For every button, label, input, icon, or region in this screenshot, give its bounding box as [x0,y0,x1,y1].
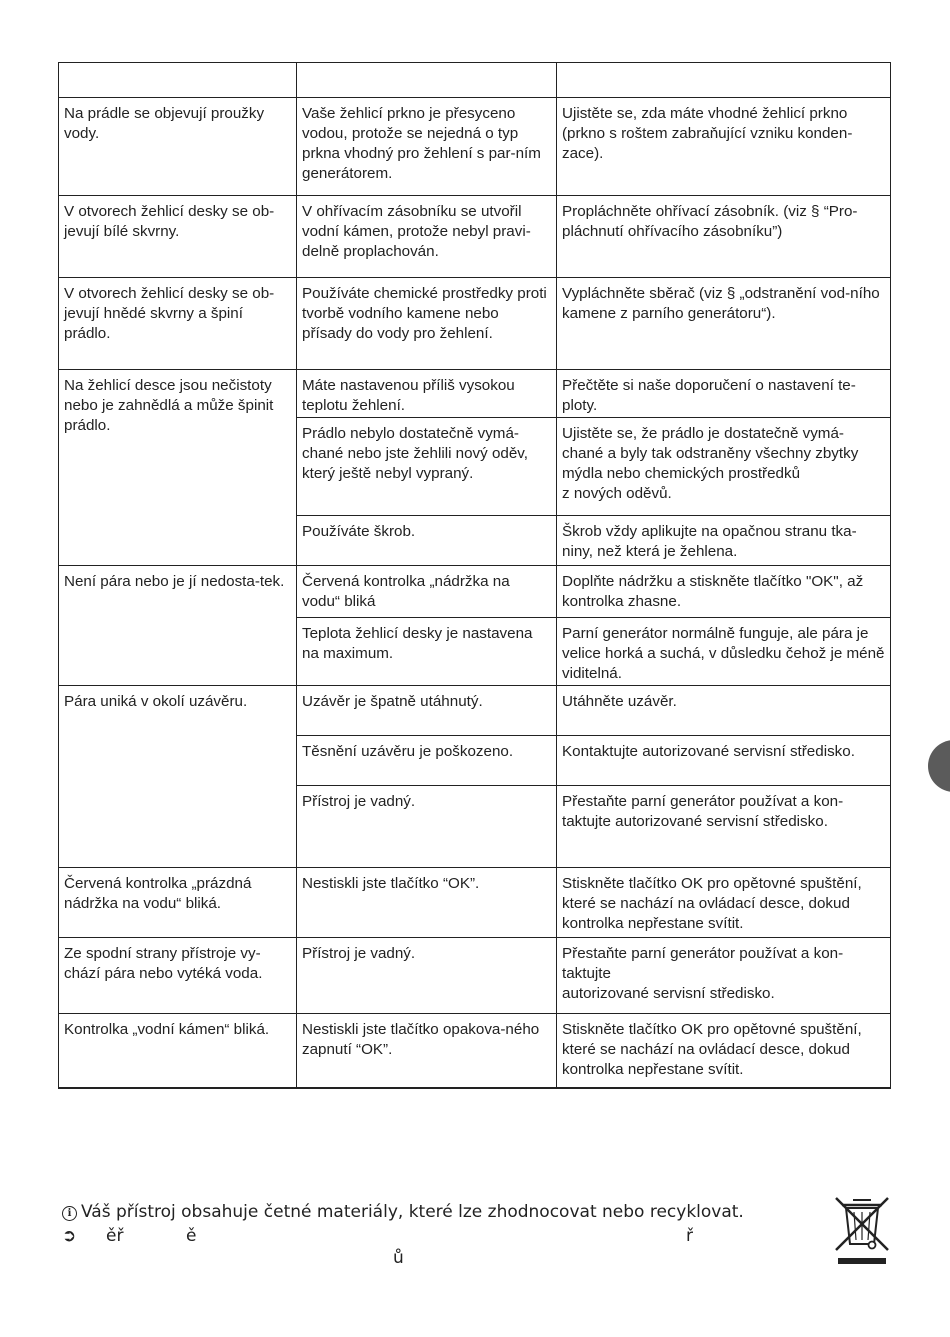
header-problem [59,63,297,98]
table-row [59,686,891,736]
cause-cell: Prádlo nebylo dostatečně vymá-chané nebo jste žehlili nový oděv, který ještě nebyl vypraný. [297,418,557,516]
header-solution [557,63,891,98]
info-icon: i [62,1206,77,1221]
problem-cell: Pára uniká v okolí uzávěru. [59,686,297,868]
text-fragment: ě [186,1226,197,1246]
text-fragment: ěř [106,1226,124,1246]
solution-cell: Doplňte nádržku a stiskněte tlačítko "OK", až kontrolka zhasne. [557,566,891,618]
problem-cell: Kontrolka „vodní kámen“ bliká. [59,1014,297,1088]
recycling-info-text: Váš přístroj obsahuje četné materiály, které lze zhodnocovat nebo recyklovat. [81,1202,744,1222]
problem-cell: V otvorech žehlicí desky se ob-jevují hnědé skvrny a špiní prádlo. [59,278,297,370]
cause-cell: Těsnění uzávěru je poškozeno. [297,736,557,786]
solution-cell: Ujistěte se, že prádlo je dostatečně vymá-chané a byly tak odstraněny všechny zbytky mýdla nebo chemických prostředků z nových oděvů. [557,418,891,516]
problem-cell: Na žehlicí desce jsou nečistoty nebo je zahnědlá a může špinit prádlo. [59,370,297,566]
cause-cell: Používáte chemické prostředky proti tvorbě vodního kamene nebo přísady do vody pro žehlení. [297,278,557,370]
table-row [59,98,891,196]
table-row [59,938,891,1014]
crossed-out-wheelie-bin-icon [832,1194,892,1266]
cause-cell: Nestiskli jste tlačítko “OK”. [297,868,557,938]
troubleshooting-table [58,62,891,1089]
table-row [59,1014,891,1088]
solution-cell: Vypláchněte sběrač (viz § „odstranění vod-ního kamene z parního generátoru“). [557,278,891,370]
solution-cell: Přestaňte parní generátor používat a kon-taktujte autorizované servisní středisko. [557,786,891,868]
solution-cell: Škrob vždy aplikujte na opačnou stranu tka-niny, než která je žehlena. [557,516,891,566]
cause-cell: Přístroj je vadný. [297,938,557,1014]
cause-cell: Vaše žehlicí prkno je přesyceno vodou, protože se nejedná o typ prkna vhodný pro žehlení s par-ním generátorem. [297,98,557,196]
problem-cell: V otvorech žehlicí desky se ob-jevují bílé skvrny. [59,196,297,278]
problem-cell: Červená kontrolka „prázdná nádržka na vodu“ bliká. [59,868,297,938]
cause-cell: Máte nastavenou příliš vysokou teplotu žehlení. [297,370,557,418]
problem-cell: Ze spodní strany přístroje vy-chází pára nebo vytéká voda. [59,938,297,1014]
table-row [59,370,891,418]
solution-cell: Přečtěte si naše doporučení o nastavení te-ploty. [557,370,891,418]
cause-cell: Používáte škrob. [297,516,557,566]
cause-cell: Přístroj je vadný. [297,786,557,868]
bullet-arrow-icon: ➲ [62,1226,77,1246]
text-fragment: ů [393,1248,404,1268]
text-fragment: ř [686,1226,693,1246]
solution-cell: Parní generátor normálně funguje, ale pára je velice horká a suchá, v důsledku čehož je méně viditelná. [557,618,891,686]
solution-cell: Stiskněte tlačítko OK pro opětovné spuštění, které se nachází na ovládací desce, dokud kontrolka nepřestane svítit. [557,868,891,938]
cause-cell: Červená kontrolka „nádržka na vodu“ bliká [297,566,557,618]
table-header-row [59,63,891,98]
cause-cell: Nestiskli jste tlačítko opakova-ného zapnutí “OK”. [297,1014,557,1088]
table-row [59,868,891,938]
table-row [59,196,891,278]
solution-cell: Kontaktujte autorizované servisní středisko. [557,736,891,786]
section-tab-marker [928,740,950,792]
recycling-info-line [62,1202,744,1222]
header-cause [297,63,557,98]
problem-cell: Není pára nebo je jí nedosta-tek. [59,566,297,686]
solution-cell: Ujistěte se, zda máte vhodné žehlicí prkno (prkno s roštem zabraňující vzniku konden-zace). [557,98,891,196]
solution-cell: Propláchněte ohřívací zásobník. (viz § “Pro-pláchnutí ohřívacího zásobníku”) [557,196,891,278]
problem-cell: Na prádle se objevují proužky vody. [59,98,297,196]
cause-cell: V ohřívacím zásobníku se utvořil vodní kámen, protože nebyl pravi-delně proplachován. [297,196,557,278]
cause-cell: Uzávěr je špatně utáhnutý. [297,686,557,736]
table-row [59,278,891,370]
table-row [59,566,891,618]
solution-cell: Přestaňte parní generátor používat a kon-taktujte autorizované servisní středisko. [557,938,891,1014]
cause-cell: Teplota žehlicí desky je nastavena na maximum. [297,618,557,686]
solution-cell: Utáhněte uzávěr. [557,686,891,736]
solution-cell: Stiskněte tlačítko OK pro opětovné spuštění, které se nachází na ovládací desce, dokud kontrolka nepřestane svítit. [557,1014,891,1088]
